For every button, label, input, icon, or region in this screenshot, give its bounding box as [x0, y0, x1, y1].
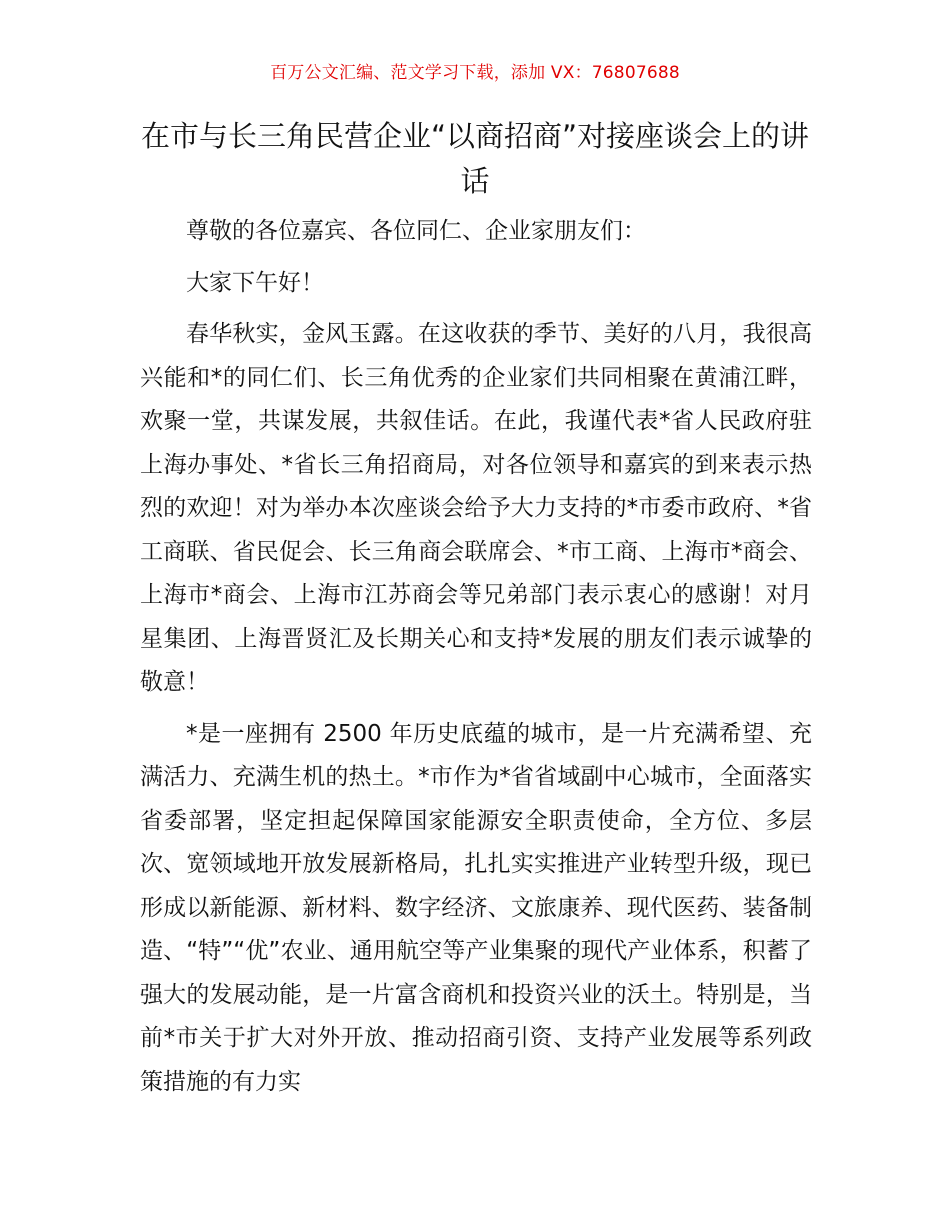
- header-watermark-note: 百万公文汇编、范文学习下载，添加 VX：76807688: [270, 63, 680, 83]
- paragraph-2: *是一座拥有 2500 年历史底蕴的城市，是一片充满希望、充满活力、充满生机的热土。*市作为*省省域副中心城市，全面落实省委部署，坚定担起保障国家能源安全职责使命，全方位、多层次、宽领域地开放发展新格局，扎扎实实推进产业转型升级，现已形成以新能源、新材料、数字经济、文旅康养、现代医药、装备制造、“特”“优”农业、通用航空等产业集聚的现代产业体系，积蓄了强大的发展动能，是一片富含商机和投资兴业的沃土。特别是，当前*市关于扩大对外开放、推动招商引资、支持产业发展等系列政策措施的有力实: [140, 720, 812, 1095]
- document-body: [140, 210, 812, 1104]
- salutation: 尊敬的各位嘉宾、各位同仁、企业家朋友们：: [186, 218, 646, 244]
- paragraph-1: 春华秋实，金风玉露。在这收获的季节、美好的八月，我很高兴能和*的同仁们、长三角优秀的企业家们共同相聚在黄浦江畔，欢聚一堂，共谋发展，共叙佳话。在此，我谨代表*省人民政府驻上海办事处、*省长三角招商局，对各位领导和嘉宾的到来表示热烈的欢迎！对为举办本次座谈会给予大力支持的*市委市政府、*省工商联、省民促会、长三角商会联席会、*市工商、上海市*商会、上海市*商会、上海市江苏商会等兄弟部门表示衷心的感谢！对月星集团、上海晋贤汇及长期关心和支持*发展的朋友们表示诚挚的敬意！: [140, 321, 812, 695]
- greeting: 大家下午好！: [186, 269, 324, 296]
- document-title: 在市与长三角民营企业“以商招商”对接座谈会上的讲话: [140, 119, 810, 198]
